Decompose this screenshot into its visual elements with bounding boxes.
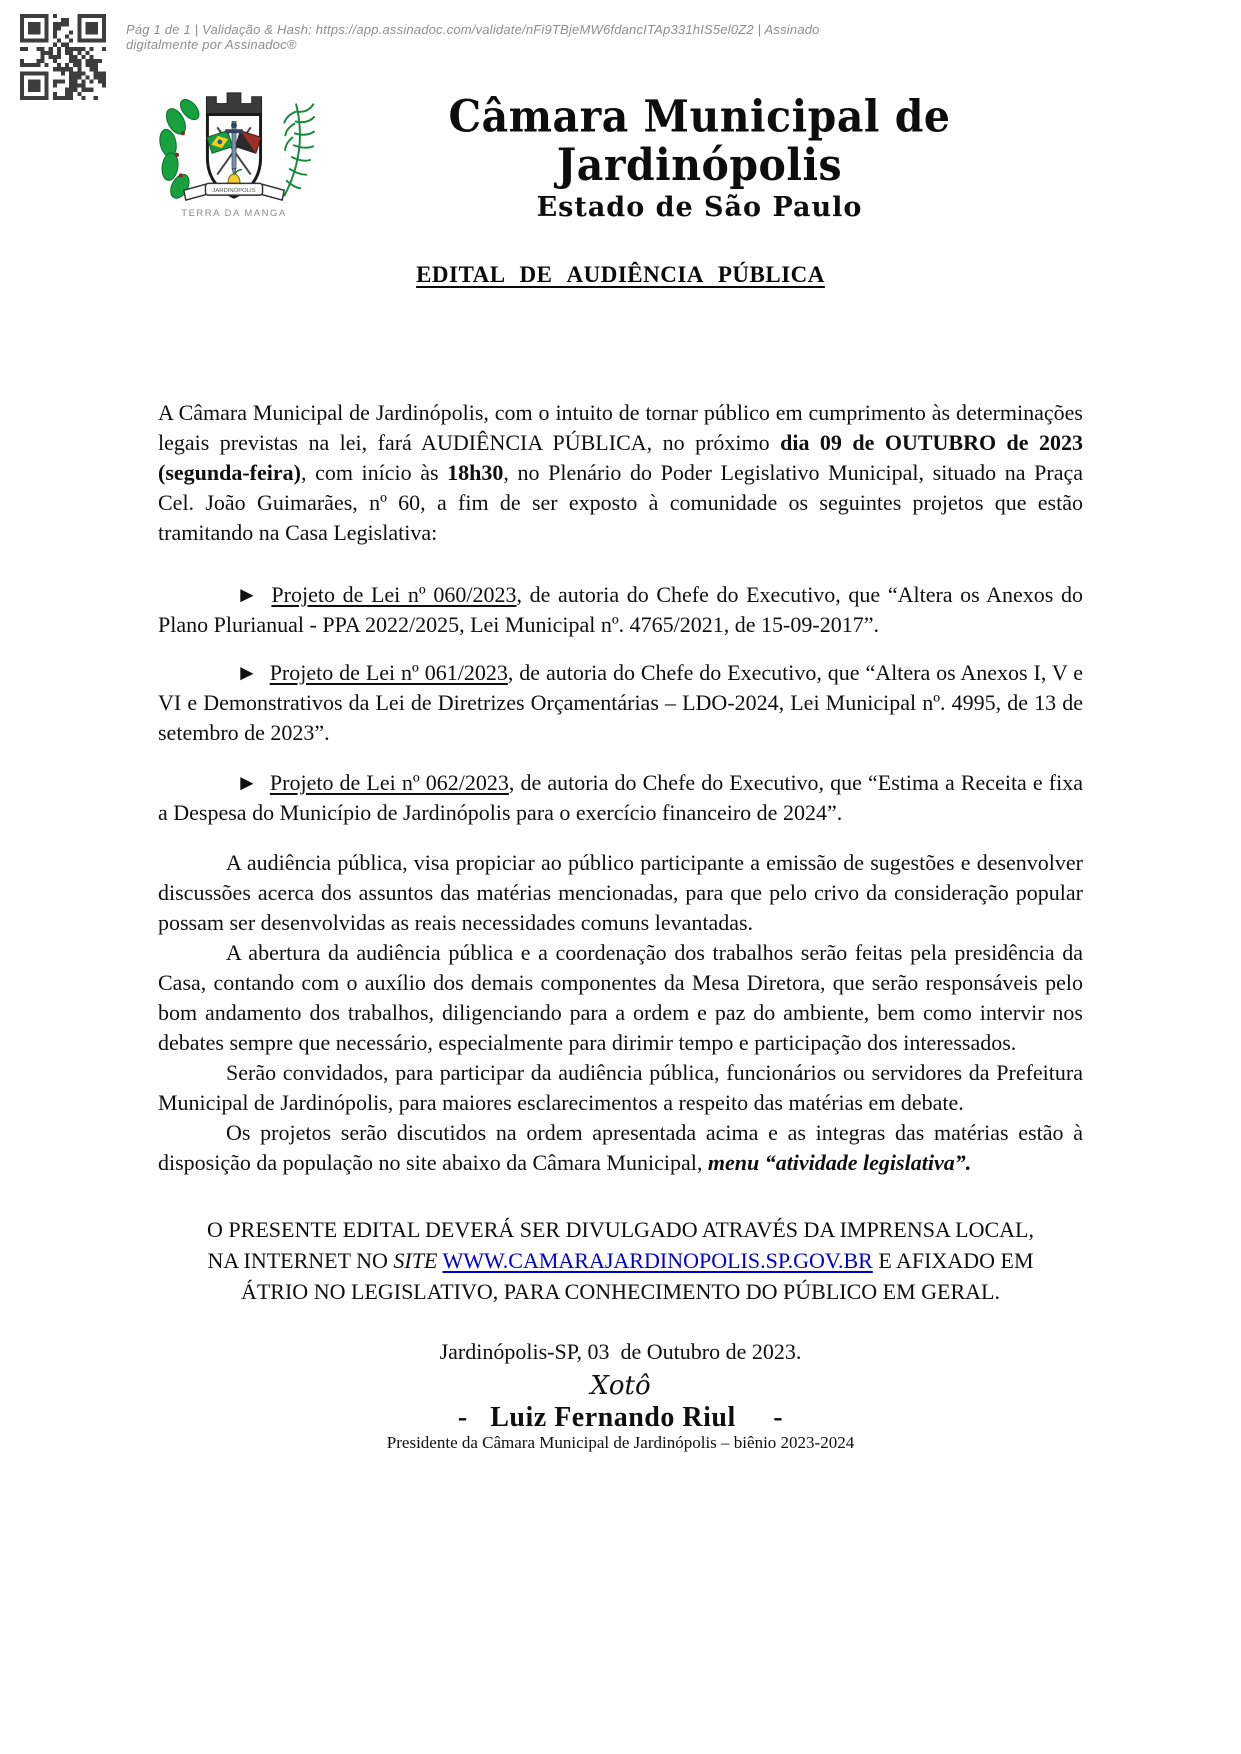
validation-text: Pág 1 de 1 | Validação & Hash: https://app.assinadoc.com/validate/nFi9TBjeMW6fdancITAp331hIS5el0Z2 | Assinado digitalmente por Assinadoc® xyxy=(126,22,820,52)
text-run: , de autoria do Chefe do Executivo, que “Altera os Anexos I, V e VI e Demonstrativos da Lei de Diretrizes Orçamentárias – LDO-2024, Lei Municipal nº. 4995, de 13 de setembro de 2023”. xyxy=(158,660,1083,745)
text-run: , com início às xyxy=(300,460,448,485)
text-run: , de autoria do Chefe do Executivo, que “Estima a Receita e fixa a Despesa do Município de Jardinópolis para o exercício financeiro de 2024”. xyxy=(158,770,1083,825)
signer-role: Presidente da Câmara Municipal de Jardinópolis – biênio 2023-2024 xyxy=(386,1433,855,1452)
coat-of-arms-block xyxy=(150,82,318,223)
text-run: Projeto de Lei nº 060/2023 xyxy=(271,582,517,607)
paragraph-projetos xyxy=(158,1118,1083,1178)
motto-text: TERRA DA MANGA xyxy=(181,208,287,219)
svg-text:JARDINÓPOLIS: JARDINÓPOLIS xyxy=(212,188,256,195)
text-run: dia 09 de OUTUBRO de 2023 (segunda-feira) xyxy=(158,430,1083,485)
text-run: O PRESENTE EDITAL DEVERÁ SER DIVULGADO ATRAVÉS DA IMPRENSA LOCAL, NA INTERNET NO xyxy=(207,1217,1034,1273)
document-title: EDITAL DE AUDIÊNCIA PÚBLICA xyxy=(416,262,825,287)
intro-paragraph xyxy=(158,398,1083,548)
state-subtitle: Estado de São Paulo xyxy=(536,192,863,224)
text-run: Projeto de Lei nº 062/2023 xyxy=(269,770,509,795)
text-run: menu “atividade legislativa”. xyxy=(707,1150,972,1175)
text-run: A audiência pública, visa propiciar ao público participante a emissão de sugestões e desenvolver discussões acerca dos assuntos das matérias mencionadas, para que pelo crivo da consideração popular possam ser desenvolvidas as reais necessidades comuns levantadas. xyxy=(158,850,1083,935)
publication-notice xyxy=(158,1214,1083,1307)
paragraph-abertura xyxy=(158,938,1083,1058)
text-run: Projeto de Lei nº 061/2023 xyxy=(269,660,508,685)
text-run: Os projetos serão discutidos na ordem apresentada acima e as integras das matérias estão à disposição da população no site abaixo da Câmara Municipal, xyxy=(158,1120,1083,1175)
project-bullet-062 xyxy=(158,768,1083,828)
qr-code xyxy=(20,14,106,100)
date-line: Jardinópolis-SP, 03 de Outubro de 2023. xyxy=(439,1339,802,1364)
bullet-arrow-icon: ► xyxy=(236,582,272,607)
project-bullet-061 xyxy=(158,658,1083,748)
text-run: SITE xyxy=(393,1248,438,1273)
paragraph-convidados xyxy=(158,1058,1083,1118)
text-run: 18h30 xyxy=(447,460,504,485)
text-run: Serão convidados, para participar da audiência pública, funcionários ou servidores da Prefeitura Municipal de Jardinópolis, para maiores esclarecimentos a respeito das matérias em debate. xyxy=(158,1060,1083,1115)
text-run: , de autoria do Chefe do Executivo, que “Altera os Anexos do Plano Plurianual - PPA 2022/2025, Lei Municipal nº. 4765/2021, de 15-09-2017”. xyxy=(158,582,1083,637)
project-bullet-060 xyxy=(158,580,1083,640)
header-titles xyxy=(318,82,1111,223)
document-body xyxy=(158,398,1083,1453)
text-run: E AFIXADO EM ÁTRIO NO LEGISLATIVO, PARA CONHECIMENTO DO PÚBLICO EM GERAL. xyxy=(240,1248,1034,1304)
text-run: A abertura da audiência pública e a coordenação dos trabalhos serão feitas pela presidência da Casa, contando com o auxílio dos demais componentes da Mesa Diretora, que serão responsáveis pelo bom andamento dos trabalhos, diligenciando para a ordem e paz do ambiente, bem como intervir nos debates sempre que necessário, especialmente para dirimir tempo e participação dos interessados. xyxy=(158,940,1083,1055)
signer-name: - Luiz Fernando Riul - xyxy=(457,1402,784,1433)
text-run: A Câmara Municipal de Jardinópolis, com o intuito de tornar público em cumprimento às determinações legais previstas na lei, fará AUDIÊNCIA PÚBLICA, no próximo xyxy=(158,400,1083,455)
coat-of-arms-icon xyxy=(150,82,318,206)
signature-script: Xotô xyxy=(590,1371,651,1401)
text-run: , no Plenário do Poder Legislativo Municipal, situado na Praça Cel. João Guimarães, nº 60, a fim de ser exposto à comunidade os seguintes projetos que estão tramitando na Casa Legislativa: xyxy=(158,460,1083,545)
document-header xyxy=(150,82,1111,223)
bullet-arrow-icon: ► xyxy=(236,770,270,795)
site-link[interactable]: WWW.CAMARAJARDINOPOLIS.SP.GOV.BR xyxy=(442,1248,873,1273)
paragraph-audiencia xyxy=(158,848,1083,938)
org-name-title: Câmara Municipal de Jardinópolis xyxy=(448,90,951,191)
bullet-arrow-icon: ► xyxy=(236,660,270,685)
